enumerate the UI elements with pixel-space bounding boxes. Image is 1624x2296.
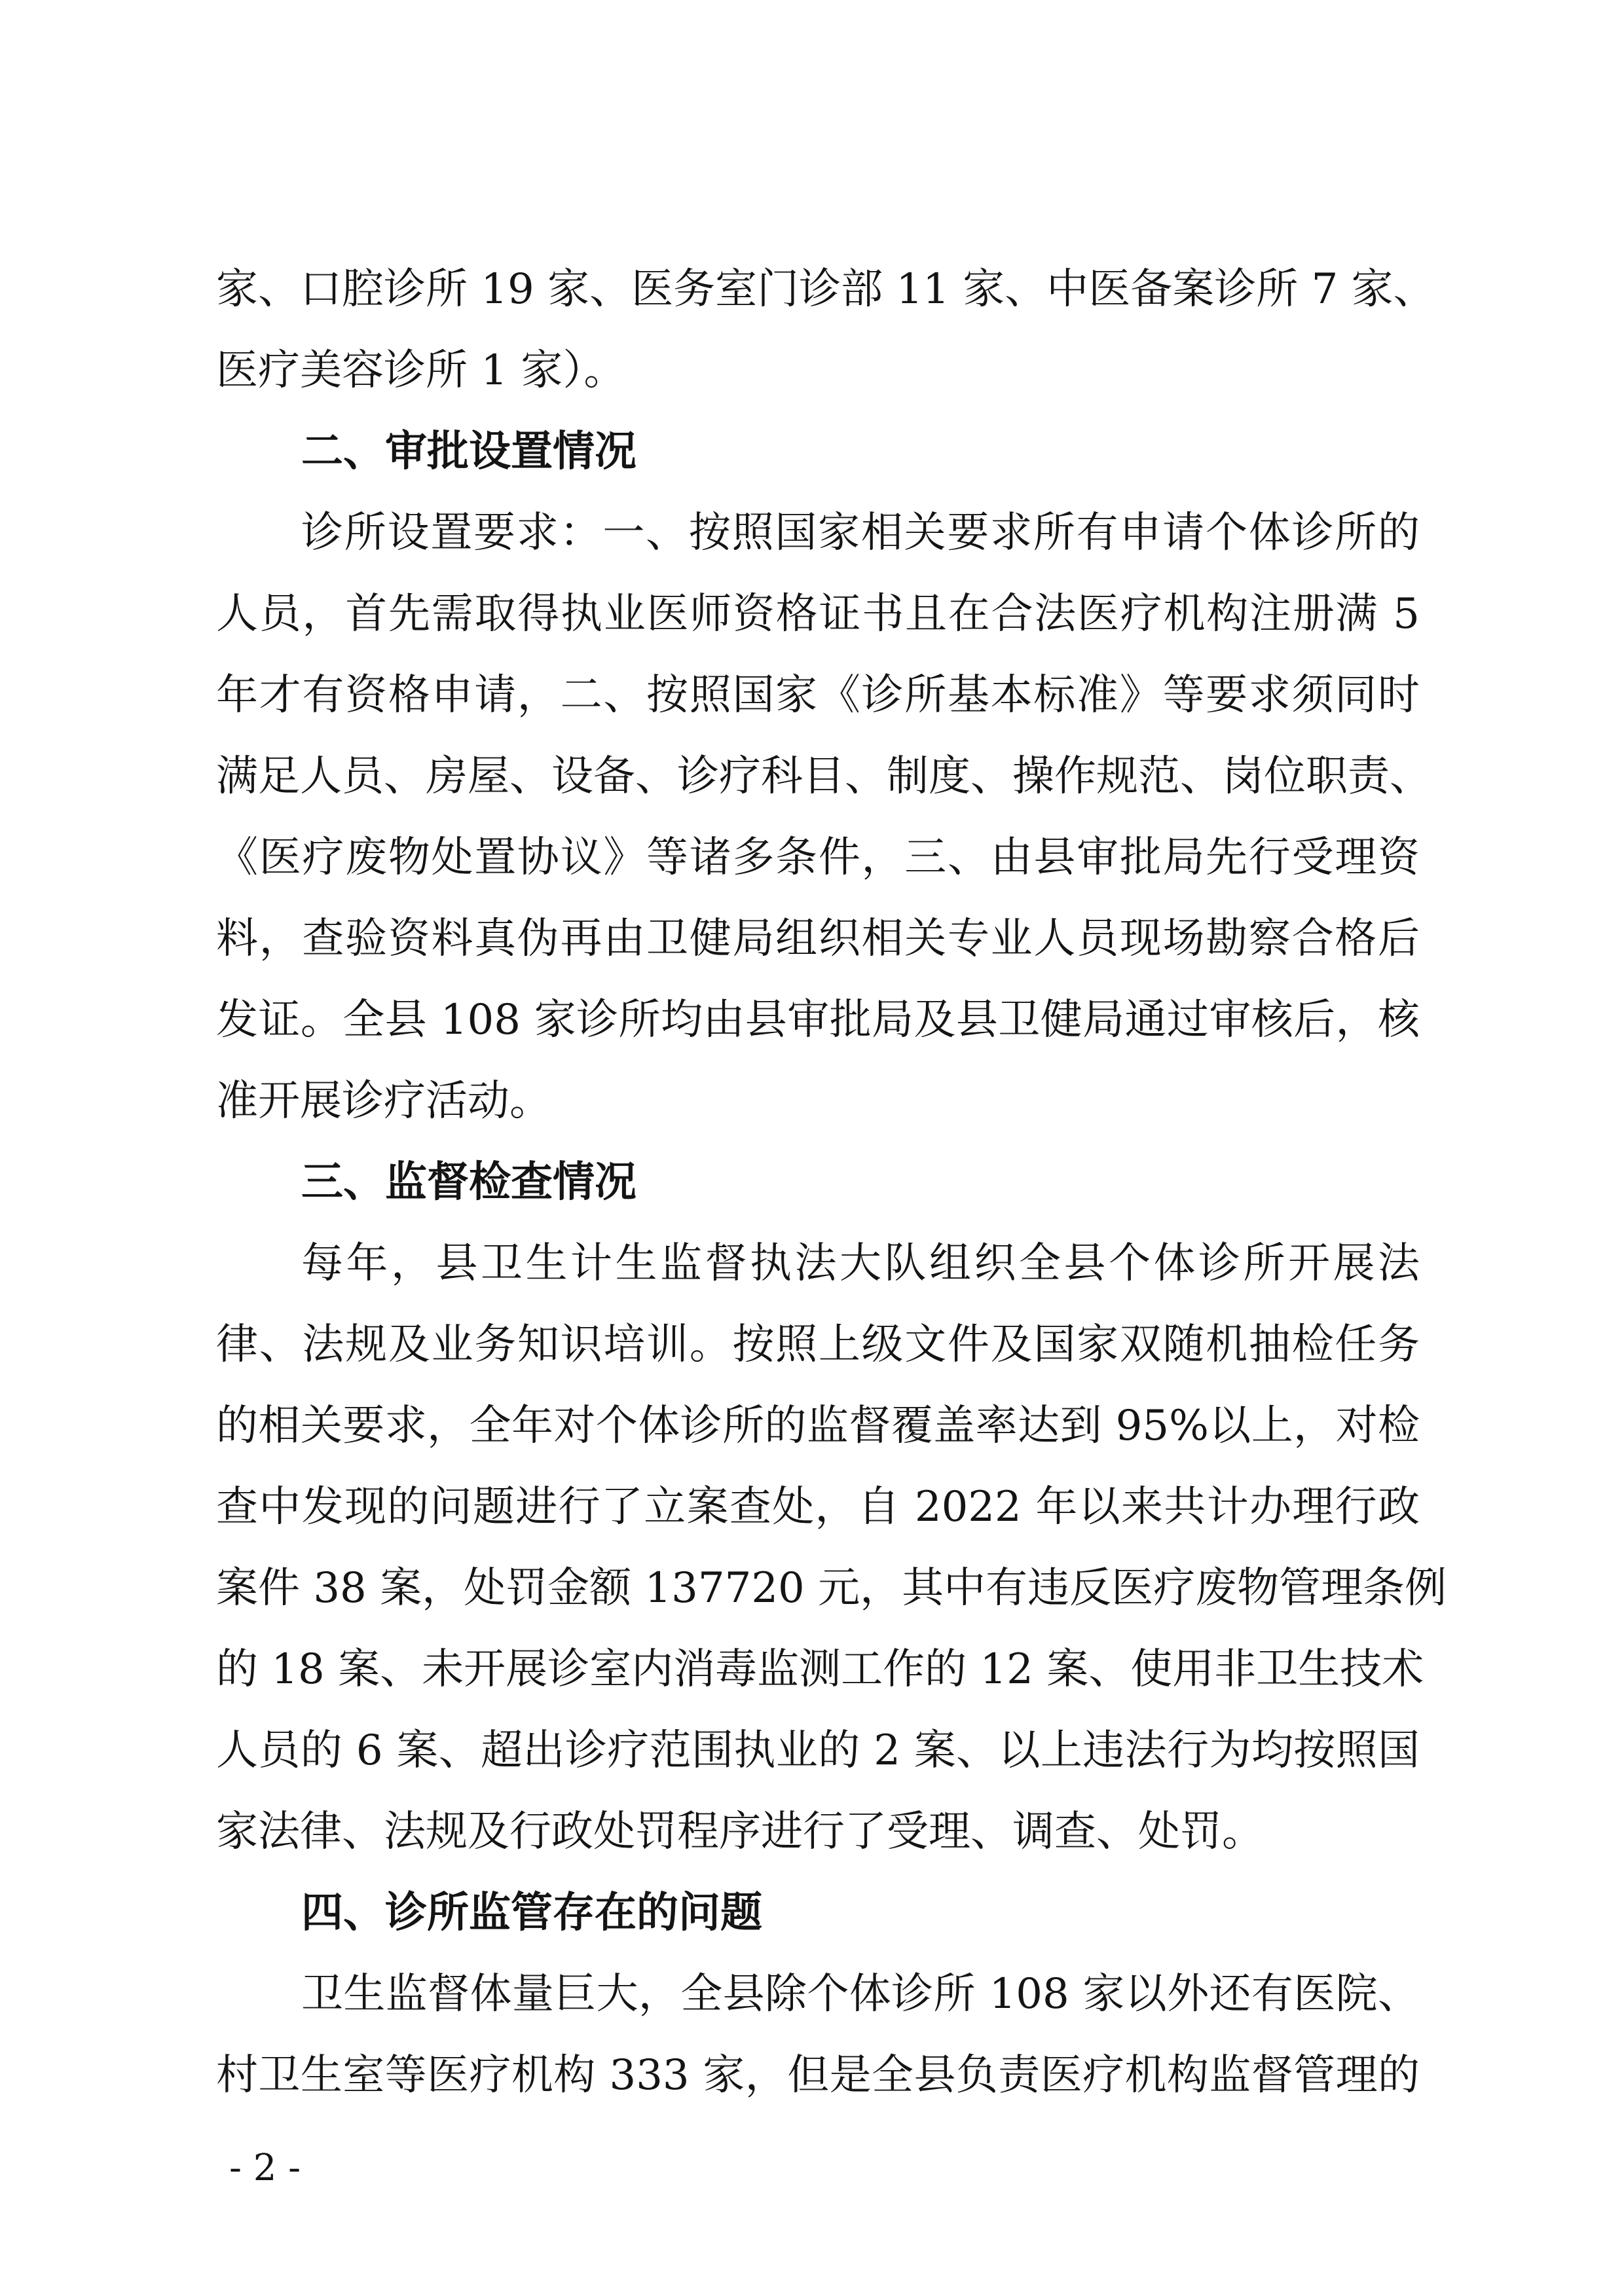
body-line: 案件 38 案，处罚金额 137720 元，其中有违反医疗废物管理条例: [216, 1564, 1447, 1613]
body-line: 医疗美容诊所 1 家）。: [216, 346, 626, 395]
body-line: 料，查验资料真伪再由卫健局组织相关专业人员现场勘察合格后: [216, 915, 1420, 963]
body-line: 律、法规及业务知识培训。按照上级文件及国家双随机抽检任务: [216, 1321, 1420, 1369]
body-line: 准开展诊疗活动。: [216, 1077, 551, 1125]
section-heading: 三、监督检查情况: [301, 1158, 637, 1207]
body-line: 村卫生室等医疗机构 333 家，但是全县负责医疗机构监督管理的: [216, 2051, 1420, 2100]
body-line: 人员的 6 案、超出诊疗范围执业的 2 案、以上违法行为均按照国: [216, 1726, 1420, 1775]
body-line: 的相关要求，全年对个体诊所的监督覆盖率达到 95%以上，对检: [216, 1402, 1420, 1450]
body-line: 年才有资格申请，二、按照国家《诊所基本标准》等要求须同时: [216, 671, 1420, 720]
section-heading: 二、审批设置情况: [301, 428, 637, 476]
body-line: 家、口腔诊所 19 家、医务室门诊部 11 家、中医备案诊所 7 家、: [216, 265, 1435, 314]
paragraph-first-line: 卫生监督体量巨大，全县除个体诊所 108 家以外还有医院、: [301, 1970, 1420, 2018]
paragraph-first-line: 每年，县卫生计生监督执法大队组织全县个体诊所开展法: [301, 1239, 1420, 1288]
body-line: 家法律、法规及行政处罚程序进行了受理、调查、处罚。: [216, 1808, 1264, 1856]
body-line: 人员，首先需取得执业医师资格证书且在合法医疗机构注册满 5: [216, 590, 1420, 638]
paragraph-first-line: 诊所设置要求：一、按照国家相关要求所有申请个体诊所的: [301, 509, 1420, 557]
body-line: 查中发现的问题进行了立案查处，自 2022 年以来共计办理行政: [216, 1483, 1420, 1531]
body-line: 《医疗废物处置协议》等诸多条件，三、由县审批局先行受理资: [216, 833, 1420, 882]
body-line: 发证。全县 108 家诊所均由县审批局及县卫健局通过审核后，核: [216, 996, 1420, 1044]
body-line: 满足人员、房屋、设备、诊疗科目、制度、操作规范、岗位职责、: [216, 752, 1431, 801]
section-heading: 四、诊所监管存在的问题: [301, 1889, 762, 1937]
body-line: 的 18 案、未开展诊室内消毒监测工作的 12 案、使用非卫生技术: [216, 1645, 1424, 1694]
page-number: - 2 -: [229, 2147, 301, 2189]
